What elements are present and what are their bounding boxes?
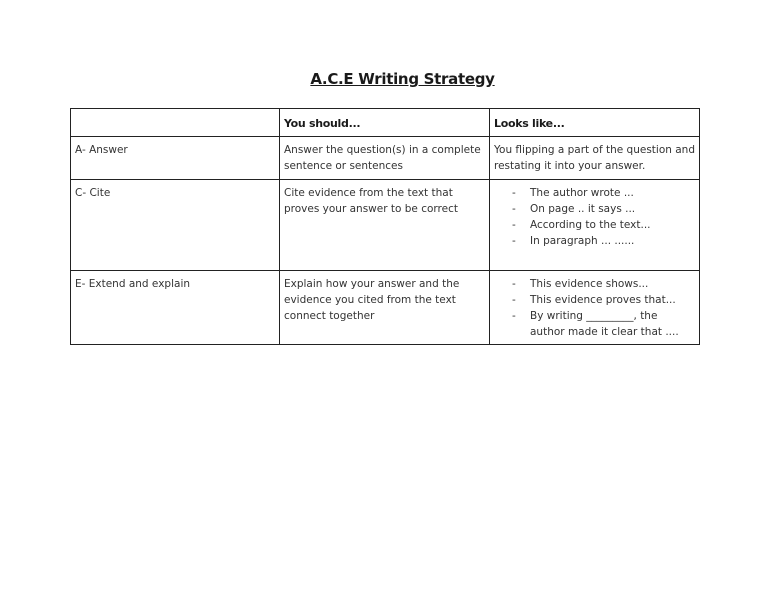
cite-looks-like-cell	[490, 180, 700, 271]
list-item: - On page .. it says ...	[512, 201, 695, 217]
header-blank	[71, 109, 280, 137]
page-title: A.C.E Writing Strategy	[310, 70, 495, 88]
extend-looks-like-cell	[490, 271, 700, 345]
table-row-cite	[71, 180, 700, 271]
list-item: - This evidence shows...	[512, 276, 695, 292]
row-label-cite: C- Cite	[71, 180, 280, 271]
ace-strategy-table	[70, 108, 700, 345]
list-item: - By writing _________, the author made it clear that ....	[512, 308, 695, 340]
list-item: - In paragraph ... ......	[512, 233, 695, 249]
table-row-extend	[71, 271, 700, 345]
list-item: - The author wrote ...	[512, 185, 695, 201]
cite-should-cell: Cite evidence from the text that proves your answer to be correct	[280, 180, 490, 271]
header-looks-like: Looks like...	[490, 109, 700, 137]
answer-looks-like-cell: You flipping a part of the question and restating it into your answer.	[490, 137, 700, 180]
list-item: - According to the text...	[512, 217, 695, 233]
list-item: - This evidence proves that...	[512, 292, 695, 308]
table-header-row	[71, 109, 700, 137]
answer-should-cell: Answer the question(s) in a complete sentence or sentences	[280, 137, 490, 180]
row-label-extend: E- Extend and explain	[71, 271, 280, 345]
extend-should-cell: Explain how your answer and the evidence you cited from the text connect together	[280, 271, 490, 345]
cite-examples-list	[494, 185, 695, 249]
header-you-should: You should...	[280, 109, 490, 137]
row-label-answer: A- Answer	[71, 137, 280, 180]
table-row-answer	[71, 137, 700, 180]
extend-examples-list	[494, 276, 695, 340]
